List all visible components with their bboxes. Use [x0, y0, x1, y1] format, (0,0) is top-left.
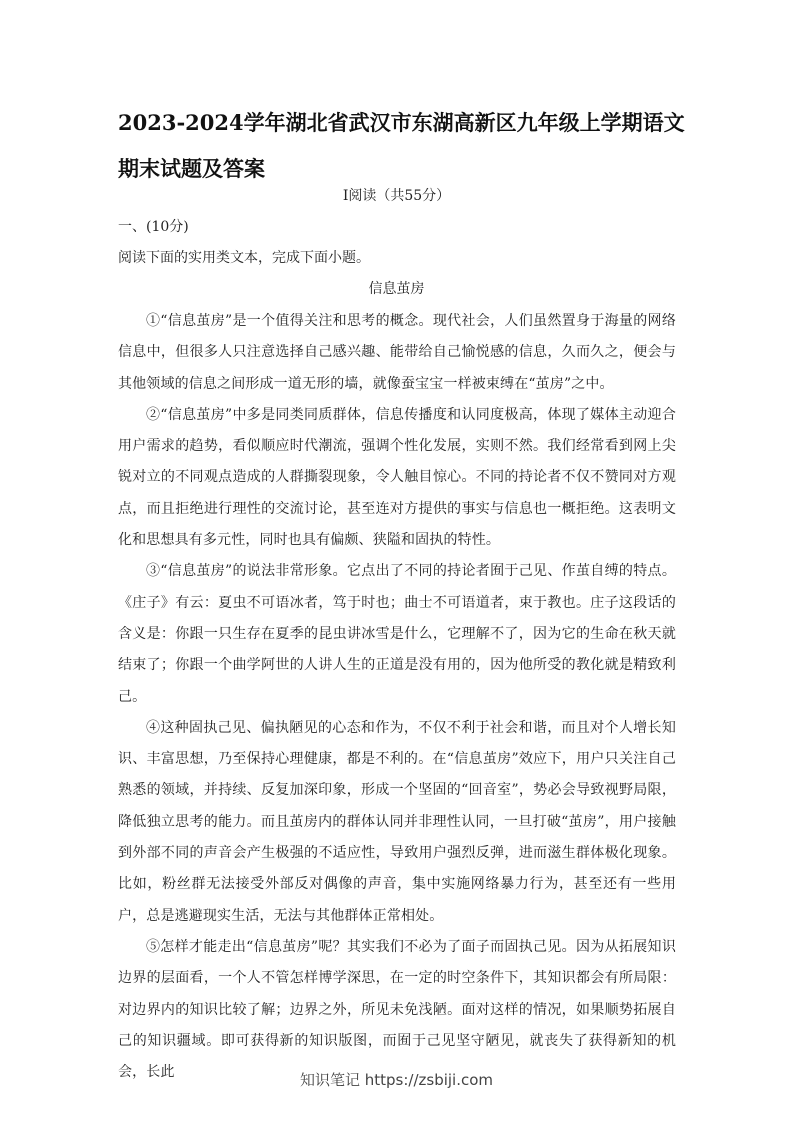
footer-watermark: 知识笔记 https://zsbiji.com: [299, 1071, 494, 1089]
article-body: [118, 306, 676, 1088]
article-paragraph-1: ①“信息茧房”是一个值得关注和思考的概念。现代社会，人们虽然置身于海量的网络信息中，但很多人只注意选择自己感兴趣、能带给自己愉悦感的信息，久而久之，便会与其他领域的信息之间形成一道无形的墙，就像蚕宝宝一样被束缚在“茧房”之中。: [118, 313, 676, 392]
article-paragraph-2: ②“信息茧房”中多是同类同质群体，信息传播度和认同度极高，体现了媒体主动迎合用户需求的趋势，看似顺应时代潮流，强调个性化发展，实则不然。我们经常看到网上尖锐对立的不同观点造成的人群撕裂现象，令人触目惊心。不同的持论者不仅不赞同对方观点，而且拒绝进行理性的交流讨论，甚至连对方提供的事实与信息也一概拒绝。这表明文化和思想具有多元性，同时也具有偏颇、狭隘和固执的特性。: [118, 406, 676, 549]
question-instruction: 阅读下面的实用类文本，完成下面小题。: [118, 250, 370, 266]
article-title: 信息茧房: [368, 281, 425, 297]
article-paragraph-3: ③“信息茧房”的说法非常形象。它点出了不同的持论者囿于己见、作茧自缚的特点。《庄子》有云：夏虫不可语冰者，笃于时也；曲士不可语道者，束于教也。庄子这段话的含义是：你跟一只生存在夏季的昆虫讲冰雪是什么，它理解不了，因为它的生命在秋天就结束了；你跟一个曲学阿世的人讲人生的正道是没有用的，因为他所受的教化就是精致利己。: [118, 563, 676, 705]
article-paragraph-4: ④这种固执己见、偏执陋见的心态和作为，不仅不利于社会和谐，而且对个人增长知识、丰富思想，乃至保持心理健康，都是不利的。在“信息茧房”效应下，用户只关注自己熟悉的领域，并持续、反复加深印象，形成一个坚固的“回音室”，势必会导致视野局限，降低独立思考的能力。而且茧房内的群体认同并非理性认同，一旦打破“茧房”，用户接触到外部不同的声音会产生极强的不适应性，导致用户强烈反弹，进而滋生群体极化现象。比如，粉丝群无法接受外部反对偶像的声音，集中实施网络暴力行为，甚至还有一些用户，总是逃避现实生活，无法与其他群体正常相处。: [118, 719, 676, 924]
document-title: 2023-2024学年湖北省武汉市东湖高新区九年级上学期语文期末试题及答案: [118, 110, 685, 181]
article-paragraph-5: ⑤怎样才能走出“信息茧房”呢？其实我们不必为了面子而固执己见。因为从拓展知识边界的层面看，一个人不管怎样博学深思，在一定的时空条件下，其知识都会有所局限：对边界内的知识比较了解；边界之外，所见未免浅陋。面对这样的情况，如果顺势拓展自己的知识疆域。即可获得新的知识版图，而囿于己见坚守陋见，就丧失了获得新知的机会，长此: [118, 938, 676, 1081]
section-heading: Ⅰ阅读（共55分）: [342, 188, 451, 204]
question-number: 一、(10分): [118, 219, 189, 235]
